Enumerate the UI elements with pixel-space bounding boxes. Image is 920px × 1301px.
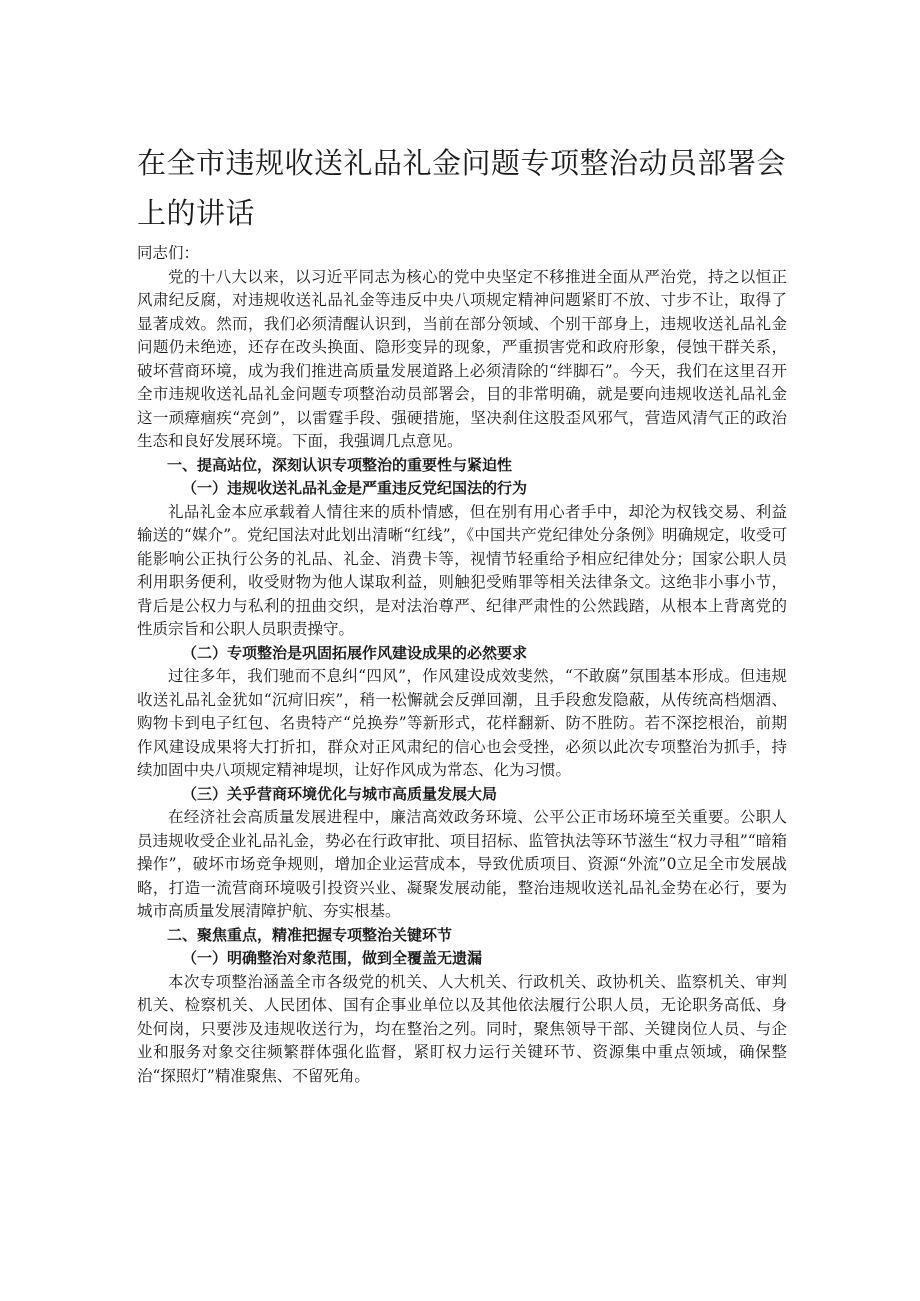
section-2-1-heading: （一）明确整治对象范围，做到全覆盖无遗漏 <box>182 949 483 967</box>
section-1-1-heading: （一）违规收送礼品礼金是严重违反党纪国法的行为 <box>182 479 528 497</box>
section-1-heading: 一、提高站位，深刻认识专项整治的重要性与紧迫性 <box>167 455 513 474</box>
section-2-1-paragraph: 本次专项整治涵盖全市各级党的机关、人大机关、行政机关、政协机关、监察机关、审判机关、检察机关、人民团体、国有企事业单位以及其他依法履行公职人员，无论职务高低、身处何岗，只要涉及违规收送行为，均在整治之列。同时，聚焦领导干部、关键岗位人员、与企业和服务对象交往频繁群体强化监督，紧盯权力运行关键环节、资源集中重点领域，确保整治“探照灯”精准聚焦、不留死角。 <box>137 972 787 1085</box>
intro-paragraph: 党的十八大以来，以习近平同志为核心的党中央坚定不移推进全面从严治党，持之以恒正风肃纪反腐，对违规收送礼品礼金等违反中央八项规定精神问题紧盯不放、寸步不让，取得了显著成效。然而，我们必须清醒认识到，当前在部分领域、个别干部身上，违规收送礼品礼金问题仍未绝迹，还存在改头换面、隐形变异的现象，严重损害党和政府形象，侵蚀干群关系，破坏营商环境，成为我们推进高质量发展道路上必须清除的“绊脚石”。今天，我们在这里召开全市违规收送礼品礼金问题专项整治动员部署会，目的非常明确，就是要向违规收送礼品礼金这一顽瘴痼疾“亮剑”，以雷霆手段、强硬措施，坚决刹住这股歪风邪气，营造风清气正的政治生态和良好发展环境。下面，我强调几点意见。 <box>137 267 787 450</box>
document-body <box>137 242 787 1088</box>
section-1-2-paragraph: 过往多年，我们驰而不息纠“四风”，作风建设成效斐然，“不敢腐”氛围基本形成。但违规收送礼品礼金犹如“沉疴旧疾”，稍一松懈就会反弹回潮，且手段愈发隐蔽，从传统高档烟酒、购物卡到电子红包、名贵特产“兑换券”等新形式，花样翻新、防不胜防。若不深挖根治，前期作风建设成果将大打折扣，群众对正风肃纪的信心也会受挫，必须以此次专项整治为抓手，持续加固中央八项规定精神堤坝，让好作风成为常态、化为习惯。 <box>137 667 787 779</box>
document-title: 在全市违规收送礼品礼金问题专项整治动员部署会上的讲话 <box>137 146 787 230</box>
greeting: 同志们： <box>137 244 200 262</box>
section-1-3-heading: （三）关乎营商环境优化与城市高质量发展大局 <box>182 784 498 803</box>
section-1-1-paragraph: 礼品礼金本应承载着人情往来的质朴情感，但在别有用心者手中，却沦为权钱交易、利益输送的“媒介”。党纪国法对此划出清晰“红线”，《中国共产党纪律处分条例》明确规定，收受可能影响公正执行公务的礼品、礼金、消费卡等，视情节轻重给予相应纪律处分；国家公职人员利用职务便利，收受财物为他人谋取利益，则触犯受贿罪等相关法律条文。这绝非小事小节，背后是公权力与私利的扭曲交织，是对法治尊严、纪律严肃性的公然践踏，从根本上背离党的性质宗旨和公职人员职责操守。 <box>137 502 787 638</box>
section-2-heading: 二、聚焦重点，精准把握专项整治关键环节 <box>167 925 453 944</box>
section-1-3-paragraph: 在经济社会高质量发展进程中，廉洁高效政务环境、公平公正市场环境至关重要。公职人员违规收受企业礼品礼金，势必在行政审批、项目招标、监管执法等环节滋生“权力寻租”“暗箱操作”，破坏市场竞争规则，增加企业运营成本，导致优质项目、资源“外流”0立足全市发展战略，打造一流营商环境吸引投资兴业、凝聚发展动能，整治违规收送礼品礼金势在必行，要为城市高质量发展清障护航、夯实根基。 <box>137 808 787 920</box>
section-1-2-heading: （二）专项整治是巩固拓展作风建设成果的必然要求 <box>182 643 528 662</box>
